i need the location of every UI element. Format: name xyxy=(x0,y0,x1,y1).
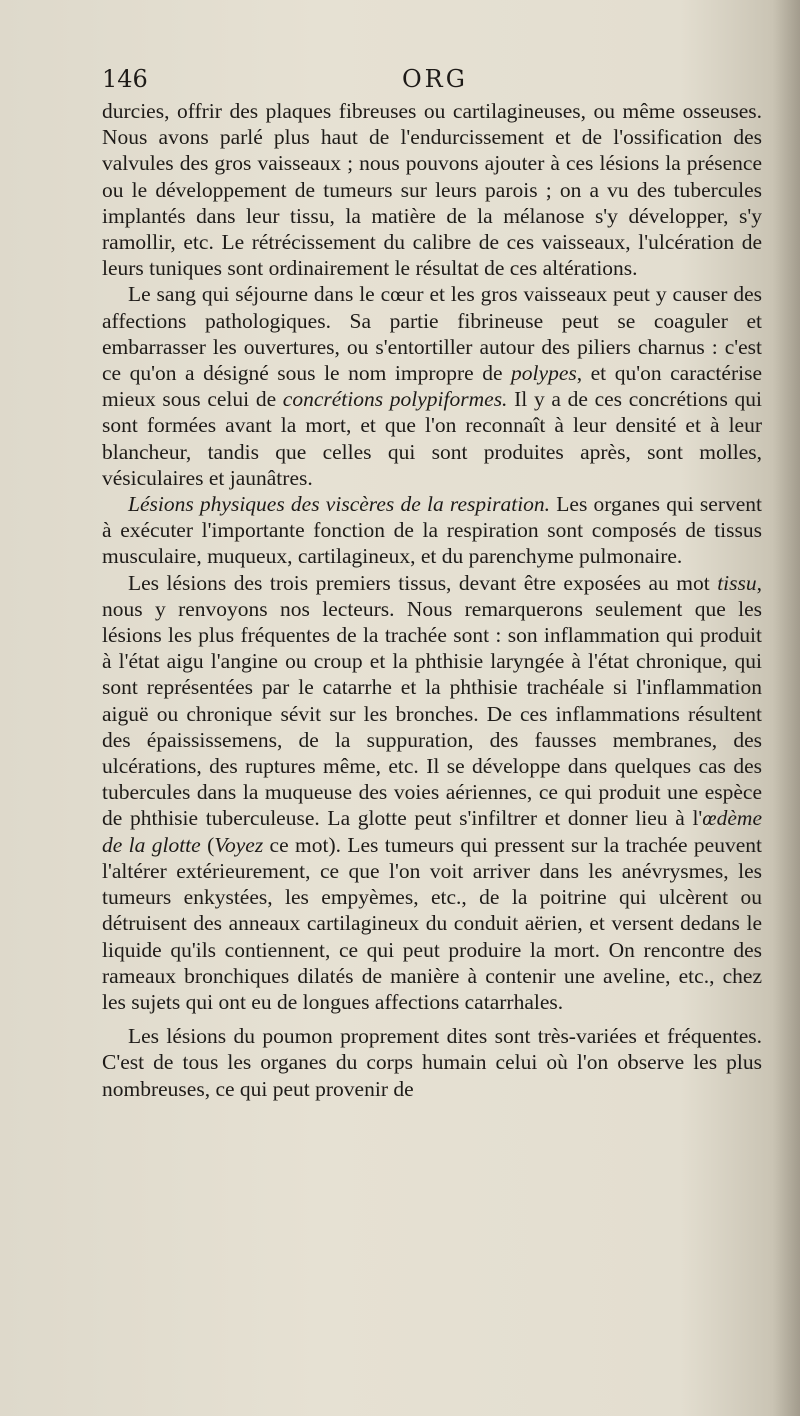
text-run: durcies, offrir des plaques fibreuses ou cartilagineuses, ou même osseuses. Nous avons parlé plus haut de l'endurcissement et de l'ossification des valvules des gros vaisseaux ; nous pouvons ajouter à ces lésions la présence ou le développement de tumeurs sur leurs parois ; on a vu des tubercules implantés dans leur tissu, la matière de la mélanose s'y développer, s'y ramollir, etc. Le rétrécissement du calibre de ces vaisseaux, l'ulcération de leurs tuniques sont ordinairement le résultat de ces altérations. xyxy=(102,99,762,281)
body-text xyxy=(102,98,762,1102)
italic-term: concrétions polypiformes. xyxy=(282,387,508,412)
italic-term: tissu xyxy=(717,570,757,595)
text-run: , et qu'on caractérise mieux sous celui de xyxy=(102,361,762,412)
paragraph xyxy=(102,281,762,491)
running-head: ORG xyxy=(402,65,468,93)
italic-term: œdème de la glotte xyxy=(102,806,762,857)
text-run: , nous y renvoyons nos lecteurs. Nous remarquerons seulement que les lésions les plus fréquentes de la trachée sont : son inflammation qui produit à l'état aigu l'angine ou croup et la phthisie laryngée à l'état chronique, qui sont représentées par le catarrhe et la phthisie trachéale si l'inflammation aiguë ou chronique sévit sur les bronches. De ces inflammations résultent des épaississemens, de la suppuration, des fausses membranes, des ulcérations, des ruptures même, etc. Il se développe dans quelques cas des tubercules dans la muqueuse des voies aériennes, ce qui produit une espèce de phthisie tuberculeuse. La glotte peut s'infiltrer et donner lieu à l' xyxy=(102,570,762,831)
page-header xyxy=(102,62,762,96)
page-edge-shadow xyxy=(772,0,800,1416)
italic-term: Voyez xyxy=(214,832,264,857)
italic-term: polypes xyxy=(511,361,577,386)
section-heading: Lésions physiques des viscères de la respiration. xyxy=(128,492,551,517)
text-run: Les lésions du poumon proprement dites sont très-variées et fréquentes. C'est de tous les organes du corps humain celui où l'on observe les plus nombreuses, ce qui peut provenir de xyxy=(102,1024,762,1101)
text-run: ( xyxy=(200,832,215,857)
paragraph xyxy=(102,98,762,281)
page-number: 146 xyxy=(102,65,148,93)
text-run: Le sang qui séjourne dans le cœur et les gros vaisseaux peut y causer des affections pathologiques. Sa partie fibrineuse peut se coaguler et embarrasser les ouvertures, ou s'entortiller autour des piliers charnus : c'est ce qu'on a désigné sous le nom impropre de xyxy=(102,282,762,386)
text-run: Il y a de ces concrétions qui sont formées avant la mort, et que l'on reconnaît à leur densité et à leur blancheur, tandis que celles qui sont produites après, sont molles, vésiculaires et jaunâtres. xyxy=(102,387,762,490)
text-run: Les organes qui servent à exécuter l'importante fonction de la respiration sont composés de tissus musculaire, muqueux, cartilagineux, et du parenchyme pulmonaire. xyxy=(102,492,763,569)
text-run: Les lésions des trois premiers tissus, devant être exposées au mot xyxy=(128,570,718,595)
paragraph xyxy=(102,570,762,1015)
text-run: ce mot). Les tumeurs qui pressent sur la trachée peuvent l'altérer extérieurement, ce que l'on voit arriver dans les anévrysmes, les tumeurs enkystées, les empyèmes, etc., de la poitrine qui ulcèrent ou détruisent des anneaux cartilagineux du conduit aërien, et versent dedans le liquide qu'ils contiennent, ce qui peut produire la mort. On rencontre des rameaux bronchiques dilatés de manière à contenir une aveline, etc., chez les sujets qui ont eu de longues affections catarrhales. xyxy=(102,832,762,1014)
paragraph xyxy=(102,491,762,570)
paragraph xyxy=(102,1023,762,1102)
